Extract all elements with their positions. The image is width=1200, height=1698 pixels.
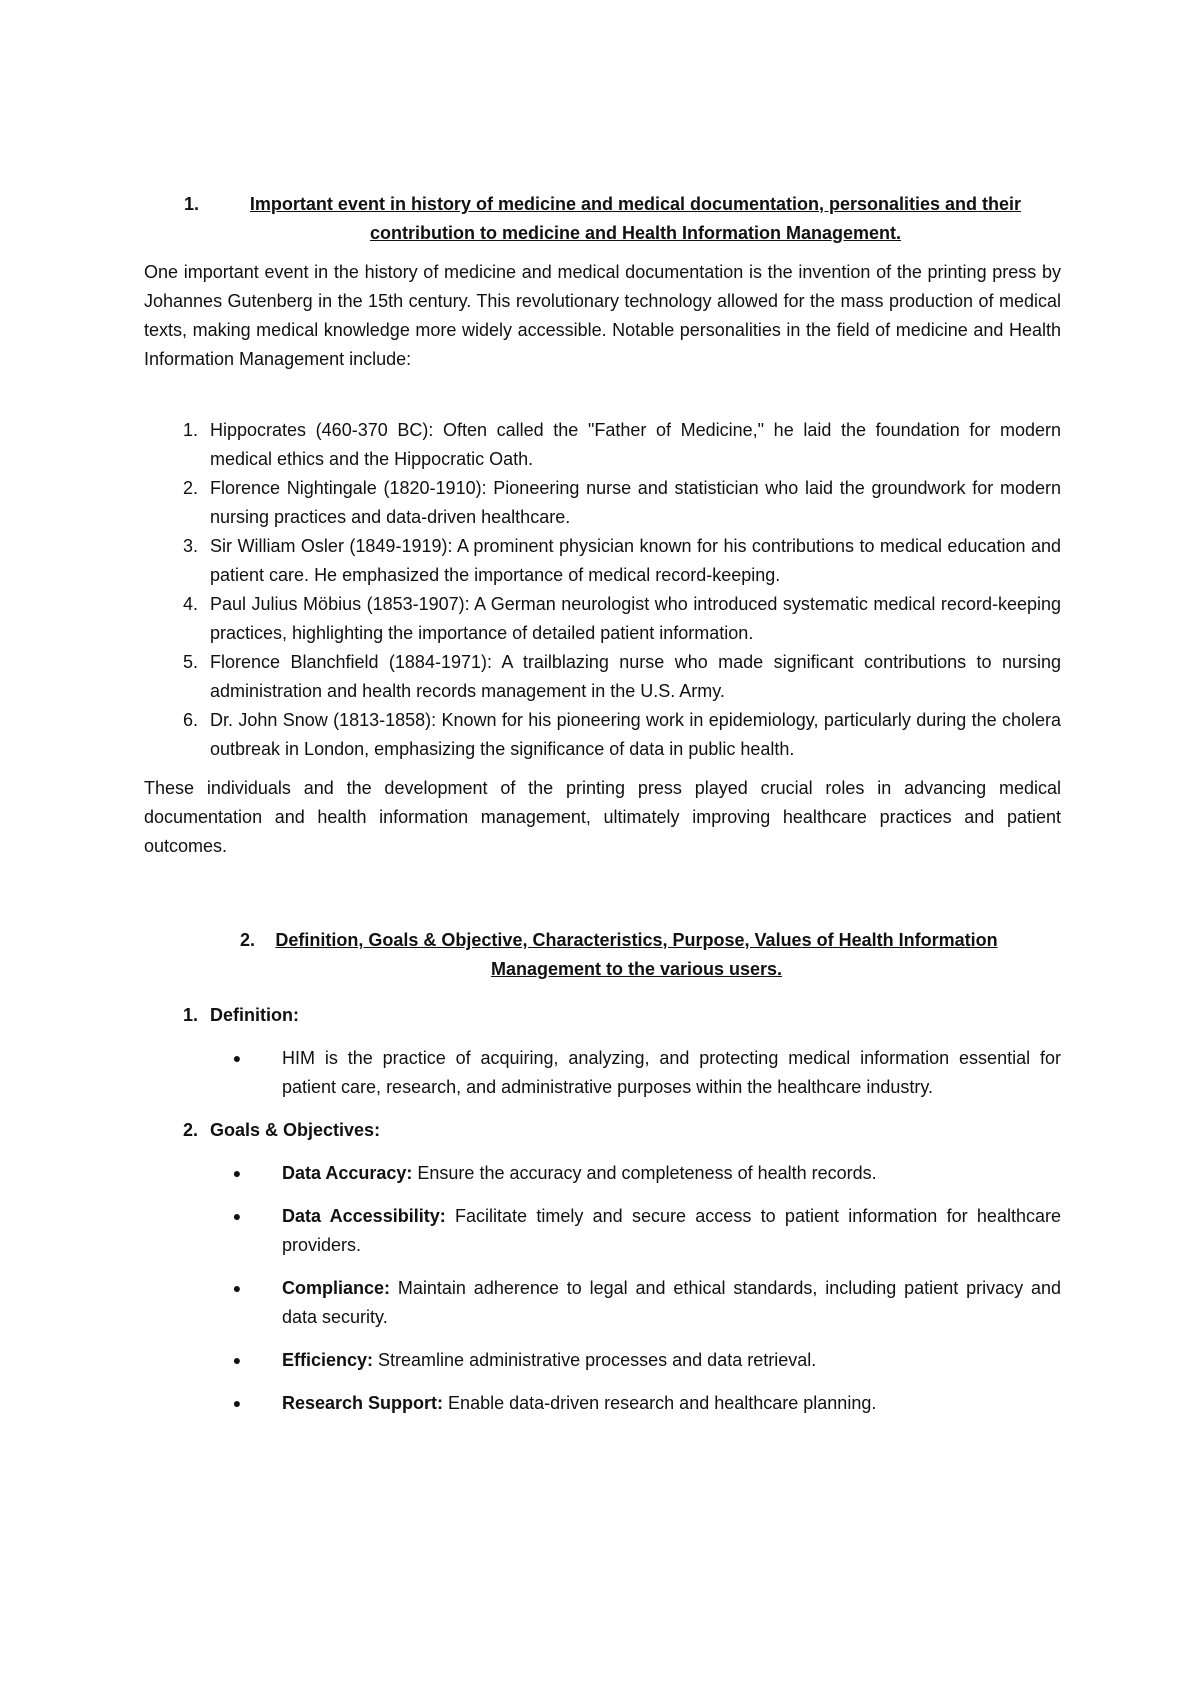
bullet-body: Enable data-driven research and healthcare planning.	[443, 1393, 877, 1413]
list-item	[144, 1044, 1061, 1102]
list-item-text: Hippocrates (460-370 BC): Often called the "Father of Medicine," he laid the foundation for modern medical ethics and the Hippocratic Oath.	[210, 420, 1061, 469]
definition-title: Definition:	[210, 1005, 299, 1025]
bullet-body: Maintain adherence to legal and ethical standards, including patient privacy and data security.	[282, 1278, 1061, 1327]
personalities-list	[144, 416, 1061, 764]
definition-number: 1.	[182, 1005, 198, 1025]
list-item-number: 4.	[182, 594, 198, 614]
list-item	[144, 416, 1061, 474]
bullet-body: Streamline administrative processes and data retrieval.	[373, 1350, 817, 1370]
definition-bullets	[144, 1044, 1061, 1102]
goals-subheading	[144, 1116, 1061, 1145]
bullet-label: Data Accuracy:	[282, 1163, 413, 1183]
goals-title: Goals & Objectives:	[210, 1120, 381, 1140]
goals-number: 2.	[182, 1120, 198, 1140]
list-item	[144, 590, 1061, 648]
list-item	[144, 474, 1061, 532]
list-item	[144, 1159, 1061, 1188]
bullet-body: Ensure the accuracy and completeness of health records.	[412, 1163, 877, 1183]
bullet-text	[282, 1159, 1061, 1188]
bullet-label: Efficiency:	[282, 1350, 374, 1370]
list-item-text: Dr. John Snow (1813-1858): Known for his pioneering work in epidemiology, particularly during the cholera outbreak in London, emphasizing the significance of data in public health.	[210, 710, 1061, 759]
bullet-icon	[144, 1159, 282, 1188]
list-item	[144, 1389, 1061, 1418]
section-2-number: 2.	[239, 930, 255, 950]
bullet-icon	[144, 1389, 282, 1418]
bullet-label: Research Support:	[282, 1393, 444, 1413]
document-page	[144, 190, 1061, 1432]
bullet-text	[282, 1346, 1061, 1375]
list-item-number: 1.	[182, 420, 198, 440]
list-item	[144, 706, 1061, 764]
goals-bullets	[144, 1159, 1061, 1418]
list-item	[144, 532, 1061, 590]
bullet-label: Data Accessibility:	[282, 1206, 446, 1226]
list-item-text: Sir William Osler (1849-1919): A prominent physician known for his contributions to medical education and patient care. He emphasized the importance of medical record-keeping.	[210, 536, 1061, 585]
bullet-text	[282, 1202, 1061, 1260]
list-item-text: Florence Nightingale (1820-1910): Pioneering nurse and statistician who laid the groundwork for modern nursing practices and data-driven healthcare.	[210, 478, 1061, 527]
list-item-text: Florence Blanchfield (1884-1971): A trailblazing nurse who made significant contributions to nursing administration and health records management in the U.S. Army.	[210, 652, 1061, 701]
definition-subheading	[144, 1001, 1061, 1030]
list-item-number: 3.	[182, 536, 198, 556]
bullet-icon	[144, 1346, 282, 1375]
list-item	[144, 1202, 1061, 1260]
section-1-intro: One important event in the history of medicine and medical documentation is the invention of the printing press by Johannes Gutenberg in the 15th century. This revolutionary technology allowed for the mass production of medical texts, making medical knowledge more widely accessible. Notable personalities in the field of medicine and Health Information Management include:	[144, 262, 1061, 369]
section-1-number: 1.	[183, 194, 199, 214]
bullet-icon	[144, 1274, 282, 1332]
bullet-text: HIM is the practice of acquiring, analyzing, and protecting medical information essential for patient care, research, and administrative purposes within the healthcare industry.	[282, 1048, 1061, 1097]
bullet-label: Compliance:	[282, 1278, 391, 1298]
bullet-icon	[144, 1044, 282, 1102]
section-1-closing: These individuals and the development of the printing press played crucial roles in advancing medical documentation and health information management, ultimately improving healthcare practices and patient outcomes.	[144, 778, 1061, 856]
list-item-number: 6.	[182, 710, 198, 730]
list-item-number: 2.	[182, 478, 198, 498]
section-2-title: Definition, Goals & Objective, Characteristics, Purpose, Values of Health Information Management to the various users.	[275, 930, 998, 979]
section-2-heading	[144, 926, 1061, 984]
section-1-title: Important event in history of medicine and medical documentation, personalities and their contribution to medicine and Health Information Management.	[249, 194, 1022, 243]
list-item-text: Paul Julius Möbius (1853-1907): A German neurologist who introduced systematic medical record-keeping practices, highlighting the importance of detailed patient information.	[210, 594, 1061, 643]
bullet-body: Facilitate timely and secure access to patient information for healthcare providers.	[282, 1206, 1061, 1255]
list-item	[144, 1274, 1061, 1332]
bullet-text	[282, 1389, 1061, 1418]
list-item	[144, 648, 1061, 706]
bullet-text	[282, 1274, 1061, 1332]
list-item	[144, 1346, 1061, 1375]
list-item-number: 5.	[182, 652, 198, 672]
bullet-icon	[144, 1202, 282, 1260]
section-1-heading	[144, 190, 1061, 248]
